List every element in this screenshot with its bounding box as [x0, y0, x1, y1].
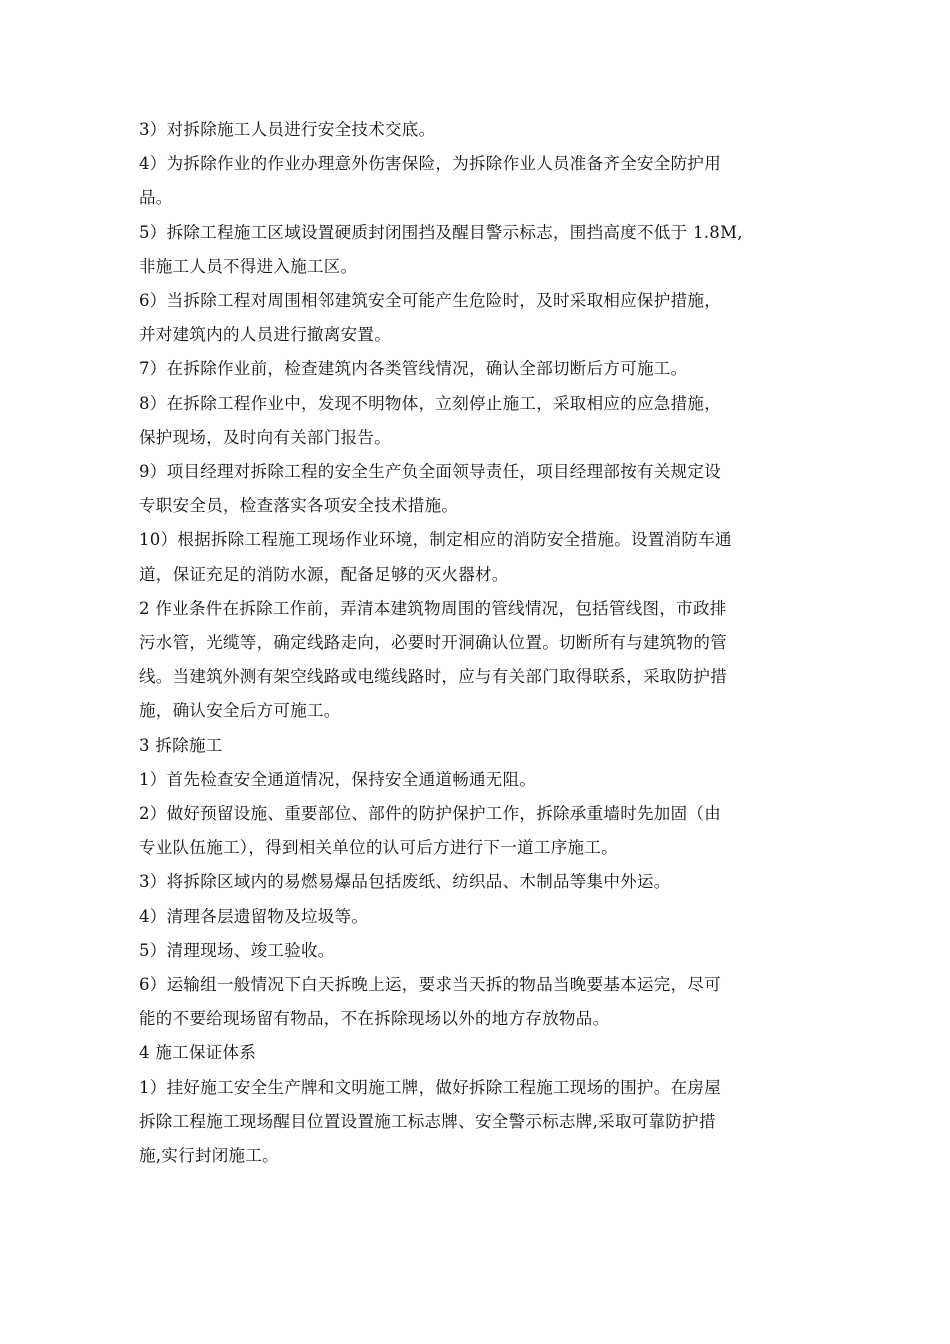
text-line: 并对建筑内的人员进行撤离安置。 [139, 325, 391, 345]
text-line: 3）将拆除区域内的易燃易爆品包括废纸、纺织品、木制品等集中外运。 [139, 872, 671, 892]
paragraph [139, 592, 824, 729]
paragraph [139, 1036, 824, 1070]
text-line: 1）首先检查安全通道情况，保持安全通道畅通无阻。 [139, 769, 537, 789]
text-line: 5）清理现场、竣工验收。 [139, 940, 335, 960]
paragraph [139, 900, 824, 934]
paragraph [139, 968, 824, 1036]
paragraph [139, 934, 824, 968]
text-line: 保护现场，及时向有关部门报告。 [139, 427, 391, 447]
text-line: 2 作业条件在拆除工作前，弄清本建筑物周围的管线情况，包括管线图，市政排 [139, 598, 727, 618]
paragraph [139, 523, 824, 591]
text-line: 4）清理各层遗留物及垃圾等。 [139, 906, 369, 926]
text-line: 拆除工程施工现场醒目位置设置施工标志牌、安全警示标志牌,采取可靠防护措 [139, 1111, 716, 1131]
text-line: 4）为拆除作业的作业办理意外伤害保险，为拆除作业人员准备齐全安全防护用 [139, 154, 721, 174]
text-line: 专业队伍施工），得到相关单位的认可后方进行下一道工序施工。 [139, 838, 618, 858]
text-line: 4 施工保证体系 [139, 1043, 257, 1063]
document-body [139, 113, 824, 1173]
paragraph [139, 729, 824, 763]
paragraph [139, 455, 824, 523]
text-line: 施，确认安全后方可施工。 [139, 701, 341, 721]
text-line: 3）对拆除施工人员进行安全技术交底。 [139, 120, 436, 139]
text-line: 线。当建筑外测有架空线路或电缆线路时，应与有关部门取得联系，采取防护措 [139, 667, 727, 687]
text-line: 6）当拆除工程对周围相邻建筑安全可能产生危险时，及时采取相应保护措施， [139, 291, 721, 311]
paragraph [139, 1071, 824, 1174]
text-line: 10）根据拆除工程施工现场作业环境，制定相应的消防安全措施。设置消防车通 [139, 530, 732, 550]
paragraph [139, 763, 824, 797]
paragraph [139, 216, 824, 284]
text-line: 9）项目经理对拆除工程的安全生产负全面领导责任，项目经理部按有关规定设 [139, 462, 721, 482]
text-line: 能的不要给现场留有物品，不在拆除现场以外的地方存放物品。 [139, 1009, 610, 1029]
text-line: 3 拆除施工 [139, 735, 223, 755]
text-line: 品。 [139, 188, 173, 208]
paragraph [139, 387, 824, 455]
text-line: 8）在拆除工程作业中，发现不明物体，立刻停止施工，采取相应的应急措施， [139, 393, 721, 413]
paragraph [139, 797, 824, 865]
text-line: 污水管，光缆等，确定线路走向，必要时开洞确认位置。切断所有与建筑物的管 [139, 633, 727, 653]
text-line: 道，保证充足的消防水源，配备足够的灭火器材。 [139, 564, 509, 584]
text-line: 5）拆除工程施工区域设置硬质封闭围挡及醒目警示标志，围挡高度不低于 1.8M, [139, 222, 743, 242]
paragraph [139, 113, 824, 147]
paragraph [139, 147, 824, 215]
paragraph [139, 352, 824, 386]
text-line: 非施工人员不得进入施工区。 [139, 256, 358, 276]
paragraph [139, 865, 824, 899]
text-line: 1）挂好施工安全生产牌和文明施工牌，做好拆除工程施工现场的围护。在房屋 [139, 1077, 721, 1097]
text-line: 专职安全员，检查落实各项安全技术措施。 [139, 496, 459, 516]
paragraph [139, 284, 824, 352]
text-line: 6）运输组一般情况下白天拆晚上运，要求当天拆的物品当晚要基本运完，尽可 [139, 975, 721, 995]
text-line: 施,实行封闭施工。 [139, 1146, 279, 1166]
text-line: 7）在拆除作业前，检查建筑内各类管线情况，确认全部切断后方可施工。 [139, 359, 688, 379]
text-line: 2）做好预留设施、重要部位、部件的防护保护工作，拆除承重墙时先加固（由 [139, 804, 721, 824]
